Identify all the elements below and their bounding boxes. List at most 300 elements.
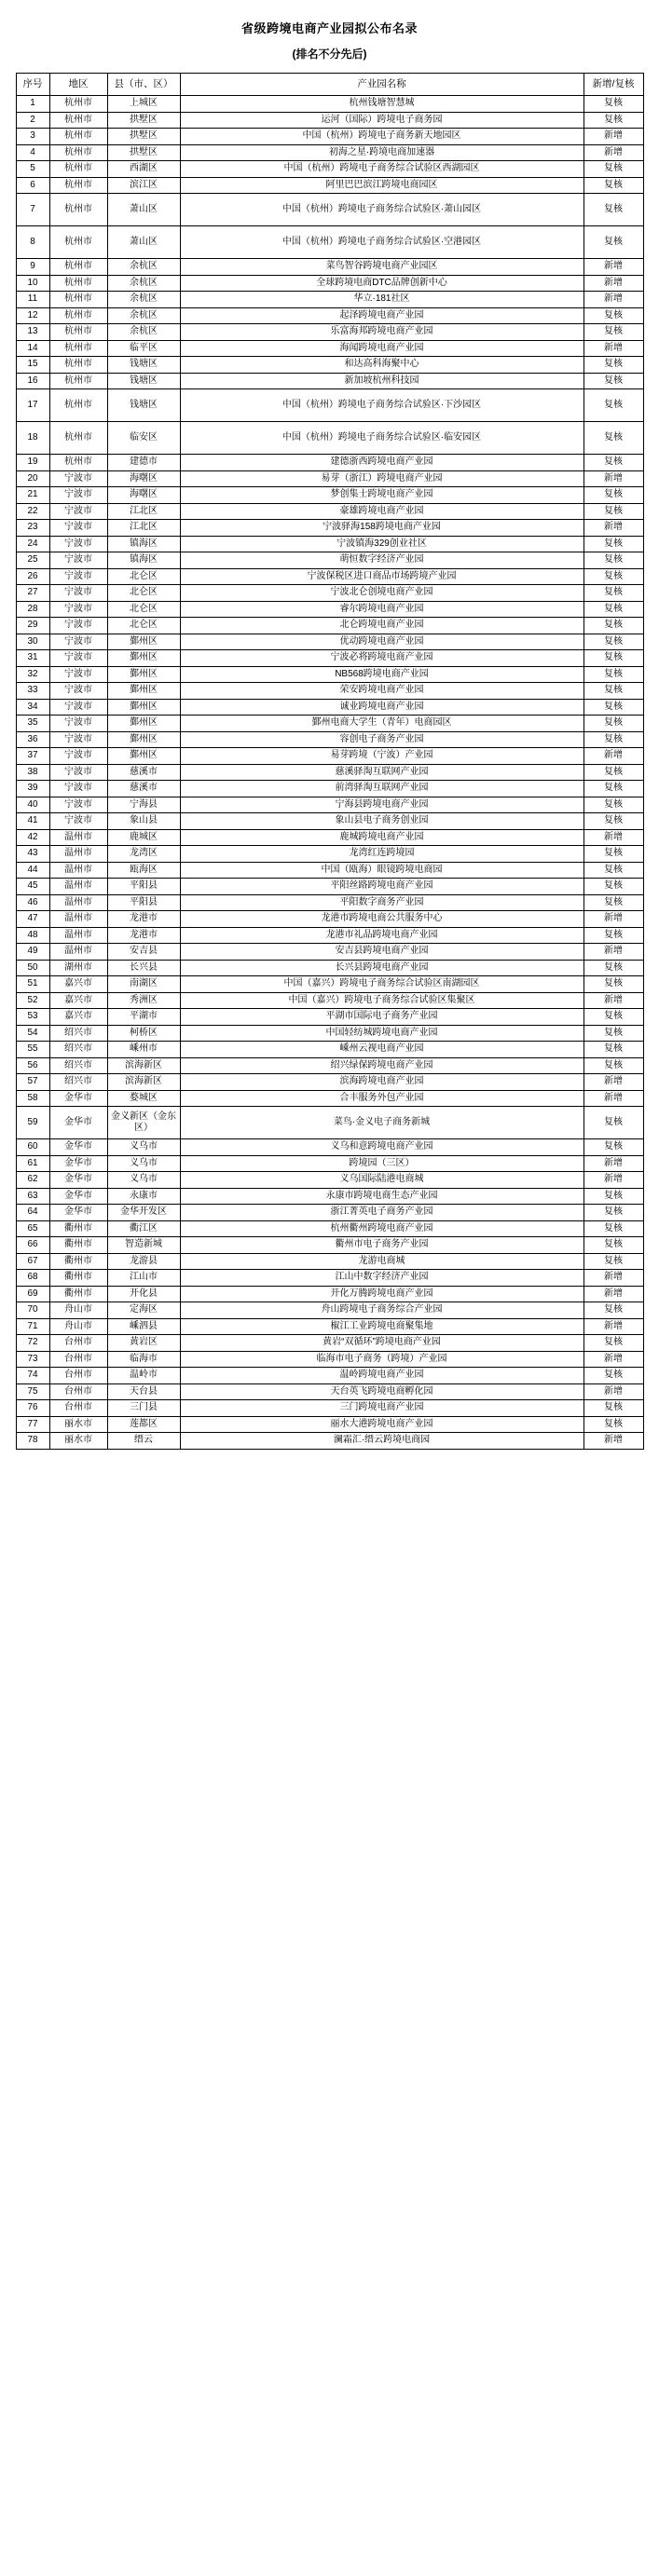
cell-park-name: 舟山跨境电子商务综合产业园 <box>180 1302 583 1319</box>
cell-no: 19 <box>16 455 49 471</box>
cell-park-name: 宁波北仑创境电商产业园 <box>180 585 583 602</box>
cell-district: 临海市 <box>107 1351 180 1368</box>
cell-no: 70 <box>16 1302 49 1319</box>
table-row <box>16 829 643 846</box>
cell-city: 杭州市 <box>49 129 107 145</box>
cell-park-name: 中国轻纺城跨境电商产业园 <box>180 1025 583 1042</box>
table-row <box>16 1383 643 1400</box>
cell-no: 61 <box>16 1155 49 1172</box>
cell-status: 复核 <box>583 797 643 813</box>
cell-district: 上城区 <box>107 96 180 113</box>
table-row <box>16 1433 643 1450</box>
cell-district: 长兴县 <box>107 960 180 976</box>
column-header-status: 新增/复核 <box>583 74 643 96</box>
cell-park-name: 龙港市跨境电商公共服务中心 <box>180 911 583 928</box>
cell-district: 鄞州区 <box>107 650 180 667</box>
table-row <box>16 357 643 374</box>
cell-status: 新增 <box>583 944 643 961</box>
cell-city: 杭州市 <box>49 357 107 374</box>
table-row <box>16 1400 643 1417</box>
cell-status: 复核 <box>583 1400 643 1417</box>
cell-city: 宁波市 <box>49 634 107 650</box>
cell-status: 复核 <box>583 552 643 569</box>
cell-no: 21 <box>16 487 49 504</box>
cell-city: 杭州市 <box>49 340 107 357</box>
cell-district: 余杭区 <box>107 324 180 341</box>
table-row <box>16 846 643 863</box>
cell-city: 宁波市 <box>49 536 107 552</box>
cell-status: 新增 <box>583 340 643 357</box>
cell-no: 28 <box>16 601 49 618</box>
cell-no: 48 <box>16 927 49 944</box>
cell-district: 安吉县 <box>107 944 180 961</box>
cell-status: 新增 <box>583 1318 643 1335</box>
cell-city: 杭州市 <box>49 96 107 113</box>
cell-park-name: 开化万腾跨境电商产业园 <box>180 1286 583 1302</box>
cell-park-name: 温岭跨境电商产业园 <box>180 1368 583 1384</box>
cell-no: 31 <box>16 650 49 667</box>
cell-park-name: 和达高科海聚中心 <box>180 357 583 374</box>
cell-district: 海曙区 <box>107 470 180 487</box>
cell-status: 复核 <box>583 194 643 226</box>
cell-park-name: 菜鸟智谷跨境电商产业园区 <box>180 259 583 276</box>
cell-district: 平湖市 <box>107 1009 180 1026</box>
cell-park-name: 全球跨境电商DTC品牌创新中心 <box>180 275 583 292</box>
cell-status: 新增 <box>583 144 643 161</box>
table-row <box>16 911 643 928</box>
cell-park-name: 慈溪驿淘互联网产业园 <box>180 764 583 781</box>
cell-district: 滨海新区 <box>107 1074 180 1091</box>
cell-city: 衢州市 <box>49 1270 107 1287</box>
cell-district: 嵊泗县 <box>107 1318 180 1335</box>
table-row <box>16 1253 643 1270</box>
cell-city: 舟山市 <box>49 1302 107 1319</box>
cell-district: 莲都区 <box>107 1416 180 1433</box>
cell-city: 温州市 <box>49 846 107 863</box>
cell-city: 杭州市 <box>49 422 107 455</box>
table-header-row <box>16 74 643 96</box>
cell-no: 36 <box>16 731 49 748</box>
cell-status: 复核 <box>583 487 643 504</box>
cell-no: 75 <box>16 1383 49 1400</box>
cell-park-name: 乐富海邦跨境电商产业园 <box>180 324 583 341</box>
cell-park-name: 嵊州云视电商产业园 <box>180 1042 583 1058</box>
cell-status: 新增 <box>583 911 643 928</box>
cell-status: 新增 <box>583 1155 643 1172</box>
table-row <box>16 1335 643 1352</box>
cell-district: 钱塘区 <box>107 373 180 389</box>
cell-status: 复核 <box>583 1057 643 1074</box>
cell-district: 秀洲区 <box>107 992 180 1009</box>
cell-status: 复核 <box>583 666 643 683</box>
cell-no: 35 <box>16 716 49 732</box>
cell-no: 44 <box>16 862 49 879</box>
table-row <box>16 503 643 520</box>
cell-city: 温州市 <box>49 944 107 961</box>
cell-city: 杭州市 <box>49 389 107 422</box>
cell-no: 17 <box>16 389 49 422</box>
table-row <box>16 618 643 634</box>
table-row <box>16 96 643 113</box>
table-row <box>16 1107 643 1139</box>
cell-status: 复核 <box>583 927 643 944</box>
cell-no: 50 <box>16 960 49 976</box>
table-row <box>16 1009 643 1026</box>
cell-park-name: 中国（嘉兴）跨境电子商务综合试验区南湖园区 <box>180 976 583 993</box>
cell-status: 复核 <box>583 1139 643 1156</box>
cell-district: 瓯海区 <box>107 862 180 879</box>
table-row <box>16 307 643 324</box>
cell-park-name: 黄岩“双循环”跨境电商产业园 <box>180 1335 583 1352</box>
cell-status: 复核 <box>583 862 643 879</box>
cell-park-name: 初海之星·跨境电商加速器 <box>180 144 583 161</box>
cell-park-name: 中国（杭州）跨境电子商务综合试验区西湖园区 <box>180 161 583 178</box>
cell-district: 金义新区（金东区） <box>107 1107 180 1139</box>
cell-park-name: 滨海跨境电商产业园 <box>180 1074 583 1091</box>
cell-park-name: 宁海县跨境电商产业园 <box>180 797 583 813</box>
cell-park-name: 鄞州电商大学生（青年）电商园区 <box>180 716 583 732</box>
cell-no: 58 <box>16 1090 49 1107</box>
cell-city: 金华市 <box>49 1090 107 1107</box>
cell-city: 宁波市 <box>49 601 107 618</box>
cell-status: 新增 <box>583 275 643 292</box>
cell-no: 73 <box>16 1351 49 1368</box>
cell-district: 北仑区 <box>107 618 180 634</box>
cell-status: 复核 <box>583 650 643 667</box>
cell-park-name: 丽水大港跨境电商产业园 <box>180 1416 583 1433</box>
cell-city: 杭州市 <box>49 275 107 292</box>
cell-status: 新增 <box>583 1383 643 1400</box>
cell-no: 3 <box>16 129 49 145</box>
cell-park-name: 阿里巴巴滨江跨境电商园区 <box>180 177 583 194</box>
cell-no: 25 <box>16 552 49 569</box>
cell-no: 8 <box>16 226 49 259</box>
cell-district: 临安区 <box>107 422 180 455</box>
cell-city: 温州市 <box>49 829 107 846</box>
cell-status: 新增 <box>583 1090 643 1107</box>
cell-city: 杭州市 <box>49 324 107 341</box>
cell-district: 柯桥区 <box>107 1025 180 1042</box>
cell-park-name: 北仑跨境电商产业园 <box>180 618 583 634</box>
cell-no: 7 <box>16 194 49 226</box>
cell-no: 77 <box>16 1416 49 1433</box>
table-row <box>16 536 643 552</box>
cell-city: 宁波市 <box>49 716 107 732</box>
cell-park-name: 平湖市国际电子商务产业园 <box>180 1009 583 1026</box>
cell-city: 宁波市 <box>49 666 107 683</box>
cell-park-name: 跨境园（三区） <box>180 1155 583 1172</box>
cell-status: 复核 <box>583 503 643 520</box>
column-header-park-name: 产业园名称 <box>180 74 583 96</box>
cell-park-name: 容创电子商务产业园 <box>180 731 583 748</box>
cell-district: 定海区 <box>107 1302 180 1319</box>
table-row <box>16 1139 643 1156</box>
cell-district: 衢江区 <box>107 1220 180 1237</box>
cell-district: 建德市 <box>107 455 180 471</box>
cell-park-name: 中国（杭州）跨境电子商务综合试验区·下沙园区 <box>180 389 583 422</box>
table-row <box>16 129 643 145</box>
table-row <box>16 389 643 422</box>
cell-city: 杭州市 <box>49 112 107 129</box>
cell-no: 24 <box>16 536 49 552</box>
cell-district: 鄞州区 <box>107 666 180 683</box>
cell-no: 37 <box>16 748 49 765</box>
cell-district: 滨海新区 <box>107 1057 180 1074</box>
cell-city: 宁波市 <box>49 683 107 700</box>
cell-district: 鄞州区 <box>107 748 180 765</box>
cell-no: 69 <box>16 1286 49 1302</box>
cell-no: 41 <box>16 813 49 830</box>
cell-city: 宁波市 <box>49 568 107 585</box>
table-row <box>16 748 643 765</box>
cell-status: 复核 <box>583 585 643 602</box>
cell-park-name: 澜霜汇·缙云跨境电商园 <box>180 1433 583 1450</box>
table-row <box>16 699 643 716</box>
cell-district: 鄞州区 <box>107 699 180 716</box>
cell-park-name: 宁波镇海329创业社区 <box>180 536 583 552</box>
table-row <box>16 1188 643 1205</box>
cell-status: 复核 <box>583 699 643 716</box>
table-row <box>16 666 643 683</box>
cell-city: 绍兴市 <box>49 1025 107 1042</box>
cell-city: 宁波市 <box>49 699 107 716</box>
cell-city: 金华市 <box>49 1107 107 1139</box>
cell-status: 复核 <box>583 976 643 993</box>
cell-park-name: 诚业跨境电商产业园 <box>180 699 583 716</box>
cell-park-name: 江山中数字经济产业园 <box>180 1270 583 1287</box>
cell-city: 台州市 <box>49 1351 107 1368</box>
cell-status: 复核 <box>583 1205 643 1221</box>
cell-no: 46 <box>16 894 49 911</box>
cell-no: 67 <box>16 1253 49 1270</box>
cell-park-name: 新加坡杭州科技园 <box>180 373 583 389</box>
page-subtitle: (排名不分先后) <box>292 48 367 61</box>
cell-park-name: 杭州衢州跨境电商产业园 <box>180 1220 583 1237</box>
cell-district: 镇海区 <box>107 536 180 552</box>
cell-district: 义乌市 <box>107 1155 180 1172</box>
cell-park-name: 华立·181社区 <box>180 292 583 308</box>
cell-city: 宁波市 <box>49 764 107 781</box>
table-row <box>16 960 643 976</box>
cell-park-name: 义乌国际陆港电商城 <box>180 1172 583 1189</box>
cell-no: 71 <box>16 1318 49 1335</box>
cell-district: 江北区 <box>107 520 180 537</box>
cell-no: 47 <box>16 911 49 928</box>
table-row <box>16 1318 643 1335</box>
cell-status: 新增 <box>583 992 643 1009</box>
table-row <box>16 1237 643 1254</box>
cell-status: 新增 <box>583 1286 643 1302</box>
table-row <box>16 1270 643 1287</box>
cell-city: 宁波市 <box>49 797 107 813</box>
table-row <box>16 275 643 292</box>
cell-status: 新增 <box>583 1270 643 1287</box>
cell-status: 复核 <box>583 1107 643 1139</box>
cell-city: 金华市 <box>49 1155 107 1172</box>
cell-no: 23 <box>16 520 49 537</box>
cell-no: 1 <box>16 96 49 113</box>
cell-park-name: NB568跨境电商产业园 <box>180 666 583 683</box>
cell-status: 复核 <box>583 1042 643 1058</box>
page-title: 省级跨境电商产业园拟公布名录 <box>240 21 418 35</box>
cell-no: 12 <box>16 307 49 324</box>
cell-status: 复核 <box>583 389 643 422</box>
cell-park-name: 宁波驿海158跨境电商产业园 <box>180 520 583 537</box>
cell-status: 复核 <box>583 226 643 259</box>
cell-district: 萧山区 <box>107 194 180 226</box>
cell-city: 台州市 <box>49 1368 107 1384</box>
cell-status: 新增 <box>583 292 643 308</box>
cell-status: 复核 <box>583 112 643 129</box>
cell-status: 复核 <box>583 1335 643 1352</box>
cell-district: 鄞州区 <box>107 731 180 748</box>
table-row <box>16 324 643 341</box>
cell-district: 鄞州区 <box>107 716 180 732</box>
cell-status: 复核 <box>583 357 643 374</box>
cell-district: 龙湾区 <box>107 846 180 863</box>
cell-park-name: 永康市跨境电商生态产业园 <box>180 1188 583 1205</box>
cell-district: 龙游县 <box>107 1253 180 1270</box>
table-row <box>16 194 643 226</box>
table-row <box>16 568 643 585</box>
cell-no: 26 <box>16 568 49 585</box>
cell-city: 温州市 <box>49 911 107 928</box>
cell-city: 杭州市 <box>49 373 107 389</box>
cell-city: 杭州市 <box>49 292 107 308</box>
table-row <box>16 894 643 911</box>
cell-city: 杭州市 <box>49 307 107 324</box>
cell-district: 平阳县 <box>107 879 180 895</box>
cell-park-name: 中国（杭州）跨境电子商务新天地园区 <box>180 129 583 145</box>
cell-status: 复核 <box>583 1416 643 1433</box>
cell-city: 杭州市 <box>49 194 107 226</box>
cell-status: 新增 <box>583 748 643 765</box>
cell-status: 复核 <box>583 764 643 781</box>
cell-park-name: 临海市电子商务（跨境）产业园 <box>180 1351 583 1368</box>
cell-no: 74 <box>16 1368 49 1384</box>
cell-status: 新增 <box>583 129 643 145</box>
cell-city: 宁波市 <box>49 487 107 504</box>
cell-park-name: 海闻跨境电商产业园 <box>180 340 583 357</box>
cell-city: 舟山市 <box>49 1318 107 1335</box>
cell-park-name: 鹿城跨境电商产业园 <box>180 829 583 846</box>
table-row <box>16 340 643 357</box>
cell-no: 51 <box>16 976 49 993</box>
cell-district: 北仑区 <box>107 585 180 602</box>
cell-district: 余杭区 <box>107 259 180 276</box>
cell-park-name: 中国（杭州）跨境电子商务综合试验区·临安园区 <box>180 422 583 455</box>
cell-district: 鹿城区 <box>107 829 180 846</box>
cell-district: 镇海区 <box>107 552 180 569</box>
table-row <box>16 1351 643 1368</box>
cell-status: 新增 <box>583 1433 643 1450</box>
cell-city: 台州市 <box>49 1400 107 1417</box>
cell-status: 复核 <box>583 618 643 634</box>
table-row <box>16 292 643 308</box>
cell-status: 新增 <box>583 1074 643 1091</box>
cell-city: 宁波市 <box>49 650 107 667</box>
cell-city: 温州市 <box>49 894 107 911</box>
cell-status: 复核 <box>583 683 643 700</box>
column-header-city: 地区 <box>49 74 107 96</box>
cell-no: 64 <box>16 1205 49 1221</box>
cell-status: 复核 <box>583 373 643 389</box>
cell-city: 台州市 <box>49 1383 107 1400</box>
cell-no: 57 <box>16 1074 49 1091</box>
cell-city: 宁波市 <box>49 520 107 537</box>
cell-park-name: 椒江工业跨境电商聚集地 <box>180 1318 583 1335</box>
cell-district: 慈溪市 <box>107 781 180 797</box>
cell-park-name: 绍兴绿保跨境电商产业园 <box>180 1057 583 1074</box>
table-row <box>16 1057 643 1074</box>
cell-city: 温州市 <box>49 927 107 944</box>
cell-no: 20 <box>16 470 49 487</box>
cell-no: 76 <box>16 1400 49 1417</box>
cell-no: 52 <box>16 992 49 1009</box>
cell-city: 嘉兴市 <box>49 976 107 993</box>
cell-city: 杭州市 <box>49 455 107 471</box>
cell-city: 金华市 <box>49 1172 107 1189</box>
cell-no: 62 <box>16 1172 49 1189</box>
cell-district: 宁海县 <box>107 797 180 813</box>
cell-status: 复核 <box>583 781 643 797</box>
cell-status: 复核 <box>583 324 643 341</box>
cell-park-name: 龙港市礼品跨境电商产业园 <box>180 927 583 944</box>
cell-park-name: 建德浙西跨境电商产业园 <box>180 455 583 471</box>
table-row <box>16 601 643 618</box>
cell-district: 缙云 <box>107 1433 180 1450</box>
cell-no: 60 <box>16 1139 49 1156</box>
table-row <box>16 781 643 797</box>
cell-park-name: 前湾驿淘互联网产业园 <box>180 781 583 797</box>
cell-status: 复核 <box>583 422 643 455</box>
cell-district: 拱墅区 <box>107 129 180 145</box>
cell-district: 余杭区 <box>107 307 180 324</box>
table-row <box>16 879 643 895</box>
cell-status: 复核 <box>583 716 643 732</box>
cell-park-name: 义乌和意跨境电商产业园 <box>180 1139 583 1156</box>
table-row <box>16 552 643 569</box>
table-row <box>16 112 643 129</box>
cell-status: 新增 <box>583 1172 643 1189</box>
cell-city: 绍兴市 <box>49 1042 107 1058</box>
cell-district: 江山市 <box>107 1270 180 1287</box>
cell-district: 鄞州区 <box>107 683 180 700</box>
cell-no: 34 <box>16 699 49 716</box>
table-row <box>16 944 643 961</box>
cell-status: 复核 <box>583 1009 643 1026</box>
cell-no: 53 <box>16 1009 49 1026</box>
cell-park-name: 易芽（浙江）跨境电商产业园 <box>180 470 583 487</box>
cell-park-name: 荣安跨境电商产业园 <box>180 683 583 700</box>
cell-district: 拱墅区 <box>107 144 180 161</box>
table-row <box>16 1090 643 1107</box>
cell-park-name: 杭州钱塘智慧城 <box>180 96 583 113</box>
cell-no: 43 <box>16 846 49 863</box>
cell-city: 衢州市 <box>49 1253 107 1270</box>
cell-district: 南湖区 <box>107 976 180 993</box>
cell-park-name: 易芽跨境（宁波）产业园 <box>180 748 583 765</box>
table-row <box>16 470 643 487</box>
cell-park-name: 中国（杭州）跨境电子商务综合试验区·萧山园区 <box>180 194 583 226</box>
table-row <box>16 992 643 1009</box>
cell-park-name: 合丰服务外包产业园 <box>180 1090 583 1107</box>
cell-park-name: 中国（嘉兴）跨境电子商务综合试验区集聚区 <box>180 992 583 1009</box>
cell-no: 72 <box>16 1335 49 1352</box>
cell-status: 复核 <box>583 879 643 895</box>
cell-status: 新增 <box>583 520 643 537</box>
cell-district: 婺城区 <box>107 1090 180 1107</box>
